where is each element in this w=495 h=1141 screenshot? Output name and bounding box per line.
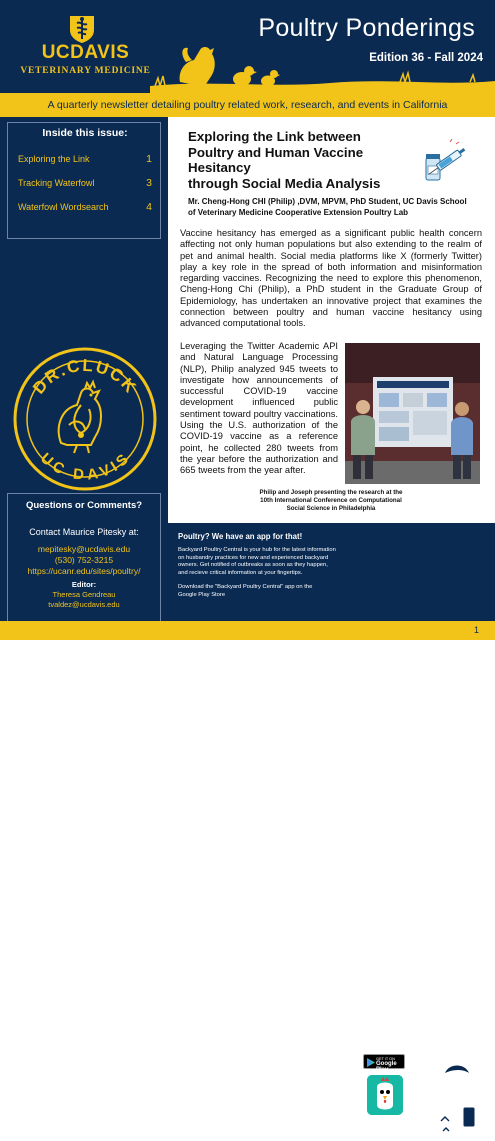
toc-heading: Inside this issue:: [42, 127, 128, 139]
article-title-line: Poultry and Human Vaccine Hesitancy: [188, 144, 364, 175]
photo-caption: [180, 489, 482, 513]
org-name: UCDAVIS: [41, 42, 130, 63]
store-small-text: GET IT ON: [376, 1057, 395, 1061]
app-promo-line: Backyard Poultry Central is your hub for the latest information: [178, 547, 336, 553]
toc-item-label: Tracking Waterfowl: [18, 178, 95, 188]
toc-item-page: 3: [146, 177, 152, 189]
toc-item-exploring-the-link[interactable]: [18, 154, 152, 164]
editor-email-link[interactable]: tvaldez@ucdavis.edu: [48, 600, 120, 609]
editor-name: Theresa Gendreau: [52, 590, 116, 599]
edition-label: Edition 36 - Fall 2024: [369, 52, 483, 64]
article-paragraph: Leveraging the Twitter Academic API and Natural Language Processing (NLP), Philip analyzed 945 tweets to investigate how announcements of successful COVID-19 vaccine development influenced public sentiment toward poultry vaccinations. Using the U.S. authorization of the COVID-19 vaccine as a reference point, he collected 280 tweets from the year before the authorization and 665 tweets from the year after.: [180, 341, 338, 476]
byline-line: of Veterinary Medicine Cooperative Extension Poultry Lab: [188, 208, 409, 217]
app-promo-panel: [168, 523, 495, 1073]
caption-line: Social Science in Philadelphia: [286, 505, 376, 512]
chicken-app-icon: [367, 1075, 403, 1115]
google-play-icon: [367, 1058, 375, 1067]
tagline-banner: A quarterly newsletter detailing poultry related work, research, and events in California: [0, 93, 495, 117]
caption-line: Philip and Joseph presenting the research at the: [259, 489, 403, 496]
contact-panel: [7, 493, 161, 623]
vaccine-syringe-icon: [420, 136, 470, 186]
article-title: [188, 129, 418, 191]
article-title-line: Exploring the Link between: [188, 129, 361, 144]
chickens-silhouette-illustration: [150, 36, 495, 93]
contact-heading: Questions or Comments?: [25, 500, 143, 511]
toc-item-waterfowl-wordsearch[interactable]: [18, 202, 152, 212]
app-promo-line: Download the "Backyard Poultry Central" app on the: [178, 584, 313, 590]
contact-line: Contact Maurice Pitesky at:: [29, 527, 139, 537]
app-promo-line: and recieve critical information at your fingertips.: [178, 569, 303, 576]
store-big-text: Google Play: [376, 1061, 397, 1073]
toc-item-tracking-waterfowl[interactable]: [18, 178, 152, 188]
website-link[interactable]: https://ucanr.edu/sites/poultry/: [27, 566, 141, 576]
toc-item-label: Waterfowl Wordsearch: [18, 202, 109, 212]
app-promo-line: owners. Get notified of outbreaks as soon as they happen,: [178, 562, 328, 568]
app-download-text: [178, 584, 363, 599]
person-with-phone-illustration: [423, 1051, 493, 1141]
app-promo-heading: Poultry? We have an app for that!: [178, 532, 303, 541]
badge-top-text: DR.CLUCK: [29, 355, 141, 398]
caption-line: 10th International Conference on Computational: [260, 497, 402, 504]
google-play-badge[interactable]: [363, 1054, 405, 1073]
editor-label: Editor:: [71, 580, 97, 589]
article-byline: [188, 196, 478, 218]
caduceus-shield-icon: [68, 14, 96, 44]
app-promo-text: [178, 547, 363, 577]
toc-item-page: 1: [146, 153, 152, 165]
app-promo-line: Google Play Store: [178, 591, 226, 598]
article-paragraph: Vaccine hesitancy has emerged as a significant public health concern affecting not only human populations but also extending to the realm of pet and animal health. Social media platforms like X (formerly Twitter) play a key role in the spread of both information and misinformation regarding vaccines. Recognizing the need to explore this phenomenon, Cheng-Hong Chi (Philip), a PhD student in the Graduate Group of Epidemiology, has undertaken an innovative project that examines the connection between poultry and human vaccine hesitancy using advanced computational tools.: [180, 228, 482, 329]
footer-bar: [0, 621, 495, 640]
app-promo-line: on husbandry practices for new and experienced backyard: [178, 554, 329, 561]
contact-email-link[interactable]: mepitesky@ucdavis.edu: [37, 544, 131, 554]
masthead: [0, 0, 495, 93]
org-subname: VETERINARY MEDICINE: [20, 66, 151, 76]
page-number: 1: [473, 625, 479, 635]
toc-item-label: Exploring the Link: [18, 154, 90, 164]
article-title-line: through Social Media Analysis: [188, 175, 381, 191]
newsletter-title: Poultry Ponderings: [258, 14, 475, 42]
table-of-contents: [7, 122, 161, 239]
conference-photo: [345, 343, 480, 484]
badge-bottom-text: UC DAVIS: [36, 449, 134, 484]
toc-item-page: 4: [146, 201, 152, 213]
contact-phone: (530) 752-3215: [54, 555, 114, 565]
byline-line: Mr. Cheng-Hong CHI (Philip) ,DVM, MPVM, PhD Student, UC Davis School: [188, 197, 467, 206]
dr-cluck-badge-logo: [11, 345, 159, 493]
